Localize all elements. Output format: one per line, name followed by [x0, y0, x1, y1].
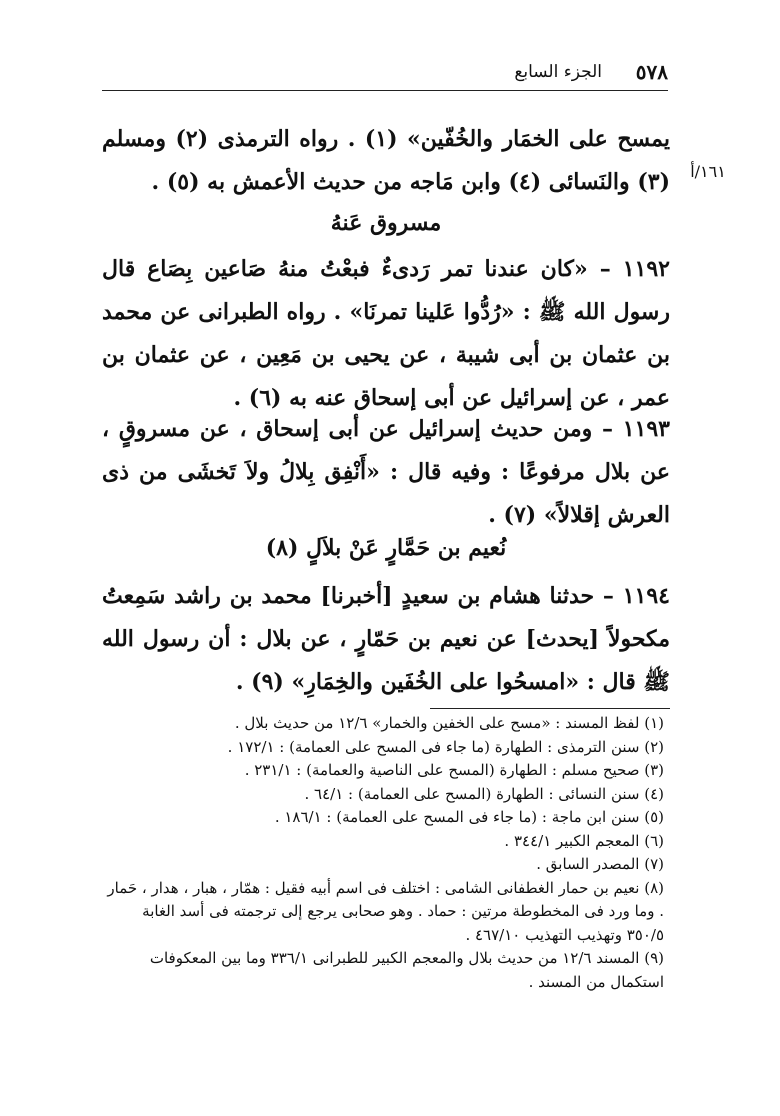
hadith-1192: ١١٩٢ – «كان عندنا تمر رَدىءٌ فبعْتُ منهُ صَاعين بِصَاع قال رسول الله ﷺ : «رُدُّوا عَلينا تمرنَا» . رواه الطبرانى عن محمد بن عثمان بن أبى شيبة ، عن يحيى بن مَعِين ، عن عثمان بن عمر ، عن إسرائيل عن أبى إسحاق عنه به (٦) .	[102, 256, 670, 411]
footnote-1: (١) لفظ المسند : «مسح على الخفين والخمار» ١٢/٦ من حديث بلال .	[234, 714, 664, 732]
footnotes	[102, 712, 670, 994]
footnote-divider	[430, 708, 670, 709]
footnote-7: (٧) المصدر السابق .	[536, 855, 664, 873]
footnote-8: (٨) نعيم بن حمار الغطفانى الشامى : اختلف فى اسم أبيه فقيل : همّار ، هبار ، هدار ، حَمار . وما ورد فى المخطوطة مرتين : حماد . وهو صحابى يرجع إلى ترجمته فى أسد الغابة ٣٥٠/٥ وتهذيب التهذيب ٤٦٧/١٠ .	[107, 878, 664, 944]
page-header	[102, 56, 668, 91]
footnote-3: (٣) صحيح مسلم : الطهارة (المسح على الناصية والعمامة) : ٢٣١/١ .	[244, 761, 664, 779]
section-heading-masruq: مسروق عَنهُ	[330, 210, 442, 236]
page-number: ٥٧٨	[635, 60, 668, 84]
footnote-4: (٤) سنن النسائى : الطهارة (المسح على العمامة) : ٦٤/١ .	[304, 784, 664, 803]
part-title: الجزء السابع	[514, 62, 602, 82]
hadith-1193: ١١٩٣ – ومن حديث إسرائيل عن أبى إسحاق ، عن مسروقٍ ، عن بلال مرفوعًا : وفيه قال : «أَنْفِق بِلالُ ولاَ تَخشَى من ذى العرش إقلالاً» (٧) .	[102, 416, 670, 528]
footnote-2: (٢) سنن الترمذى : الطهارة (ما جاء فى المسح على العمامة) : ١٧٢/١ .	[227, 737, 664, 756]
hadith-1194: ١١٩٤ – حدثنا هشام بن سعيدٍ [أخبرنا] محمد بن راشد سَمِعتُ مكحولاً [يحدث] عن نعيم بن حَمّارٍ ، عن بلال : أن رسول الله ﷺ قال : «امسحُوا على الخُفَين والخِمَارِ» (٩) .	[102, 583, 670, 695]
paragraph-continuation: يمسح على الخمَار والخُفّين» (١) . رواه الترمذى (٢) ومسلم (٣) والنَسائى (٤) وابن مَاجه من حديث الأعمش به (٥) .	[102, 126, 670, 195]
section-heading-nuaym: نُعيم بن حَمَّارٍ عَنْ بلاَلٍ (٨)	[265, 535, 507, 561]
margin-folio-note: ١٦١/أ	[690, 162, 726, 181]
footnote-6: (٦) المعجم الكبير ٣٤٤/١ .	[504, 831, 664, 850]
footnote-9: (٩) المسند ١٢/٦ من حديث بلال والمعجم الكبير للطبرانى ٣٣٦/١ وما بين المعكوفات استكمال من المسند .	[149, 949, 664, 991]
footnote-5: (٥) سنن ابن ماجة : (ما جاء فى المسح على العمامة) : ١٨٦/١ .	[274, 808, 664, 826]
